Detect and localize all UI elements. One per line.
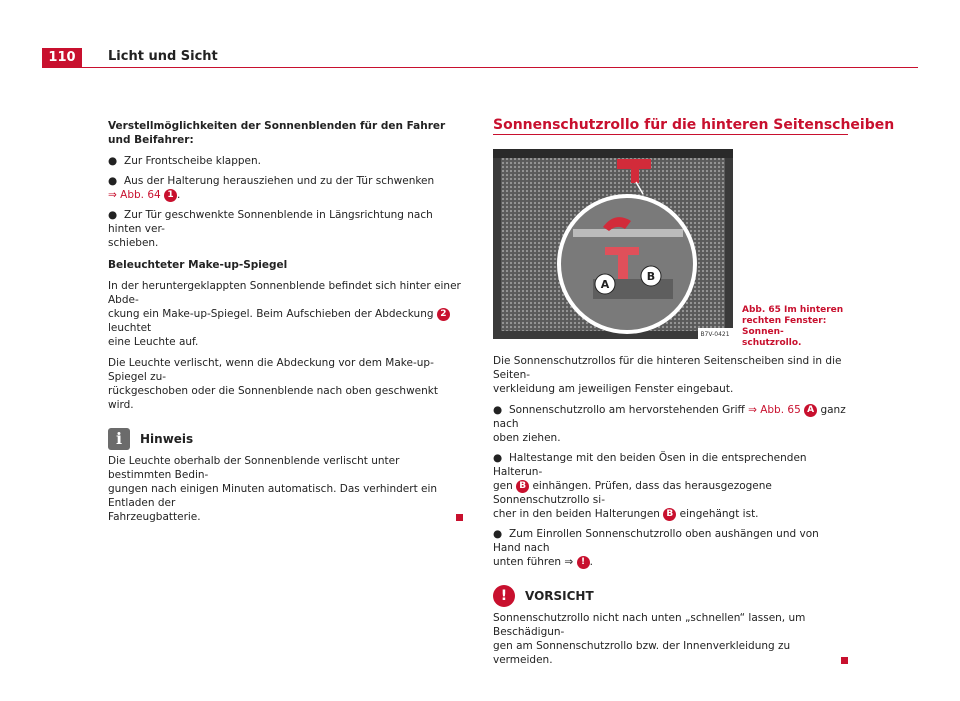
mirror-paragraph-2: Die Leuchte verlischt, wenn die Abdeckung vor dem Make-up-Spiegel zu- rückgeschoben oder die Sonnenblende nach oben geschwenkt wird. xyxy=(108,357,438,411)
callout-badge: B xyxy=(663,508,676,521)
right-column xyxy=(493,354,848,674)
callout-badge: A xyxy=(804,404,817,417)
figure-label-b: B xyxy=(646,270,656,283)
section-end-marker xyxy=(841,657,848,664)
list-item: ● Zur Tür geschwenkte Sonnenblende in Längsrichtung nach hinten ver- schieben. xyxy=(108,209,433,249)
callout-badge: 1 xyxy=(164,189,177,202)
list-item: ● Zum Einrollen Sonnenschutzrollo oben aushängen und von Hand nach unten führen ⇒ ! . xyxy=(493,528,819,568)
note-header xyxy=(108,428,463,450)
list-item: ● Sonnenschutzrollo am hervorstehenden Griff ⇒ Abb. 65 A ganz nach oben ziehen. xyxy=(493,404,846,444)
warning-title: VORSICHT xyxy=(525,589,594,603)
left-column xyxy=(108,119,463,531)
figure-code: B7V-0421 xyxy=(700,331,730,338)
section-rule xyxy=(493,134,848,135)
mirror-paragraph-1: In der heruntergeklappten Sonnenblende befindet sich hinter einer Abde- ckung ein Make-up-Spiegel. Beim Aufschieben der Abdeckung 2 leuchtet eine Leuchte auf. xyxy=(108,280,461,348)
info-icon: i xyxy=(108,428,130,450)
sunblind-figure xyxy=(493,149,733,339)
chapter-title: Licht und Sicht xyxy=(108,49,218,64)
intro-paragraph: Die Sonnenschutzrollos für die hinteren Seitenscheiben sind in die Seiten- verkleidung am jeweiligen Fenster eingebaut. xyxy=(493,355,842,395)
warning-header xyxy=(493,585,848,607)
header-rule xyxy=(42,67,918,68)
figure-label-a: A xyxy=(600,278,610,291)
warning-reference-badge[interactable]: ! xyxy=(577,556,590,569)
note-title: Hinweis xyxy=(140,432,194,446)
warning-icon: ! xyxy=(493,585,515,607)
callout-badge: B xyxy=(516,480,529,493)
note-text: Die Leuchte oberhalb der Sonnenblende verlischt unter bestimmten Bedin- gungen nach einigen Minuten automatisch. Das verhindert ein Entladen der Fahrzeugbatterie. xyxy=(108,454,463,524)
figure-reference-link[interactable]: ⇒ Abb. 64 xyxy=(108,189,161,201)
figure-caption: Abb. 65 Im hinteren rechten Fenster: Sonnen- schutzrollo. xyxy=(742,305,844,348)
list-item: ● Haltestange mit den beiden Ösen in die entsprechenden Halterun- gen B einhängen. Prüfen, dass das herausgezogene Sonnenschutzrollo si- cher in den beiden Halterungen B eingehängt ist. xyxy=(493,452,807,520)
page-number: 110 xyxy=(42,48,82,68)
section-end-marker xyxy=(456,514,463,521)
adjust-heading: Verstellmöglichkeiten der Sonnenblenden für den Fahrer und Beifahrer: xyxy=(108,120,446,146)
mirror-heading: Beleuchteter Make-up-Spiegel xyxy=(108,259,288,271)
warning-text: Sonnenschutzrollo nicht nach unten „schnellen“ lassen, um Beschädigun- gen am Sonnenschutzrollo bzw. der Innenverkleidung zu vermeiden. xyxy=(493,611,848,667)
list-item: ● Zur Frontscheibe klappen. xyxy=(108,155,262,167)
section-title: Sonnenschutzrollo für die hinteren Seitenscheiben xyxy=(493,117,895,133)
callout-badge: 2 xyxy=(437,308,450,321)
figure-reference-link[interactable]: ⇒ Abb. 65 xyxy=(748,404,801,416)
list-item: ● Aus der Halterung herausziehen und zu der Tür schwenken ⇒ Abb. 64 1 . xyxy=(108,175,435,201)
